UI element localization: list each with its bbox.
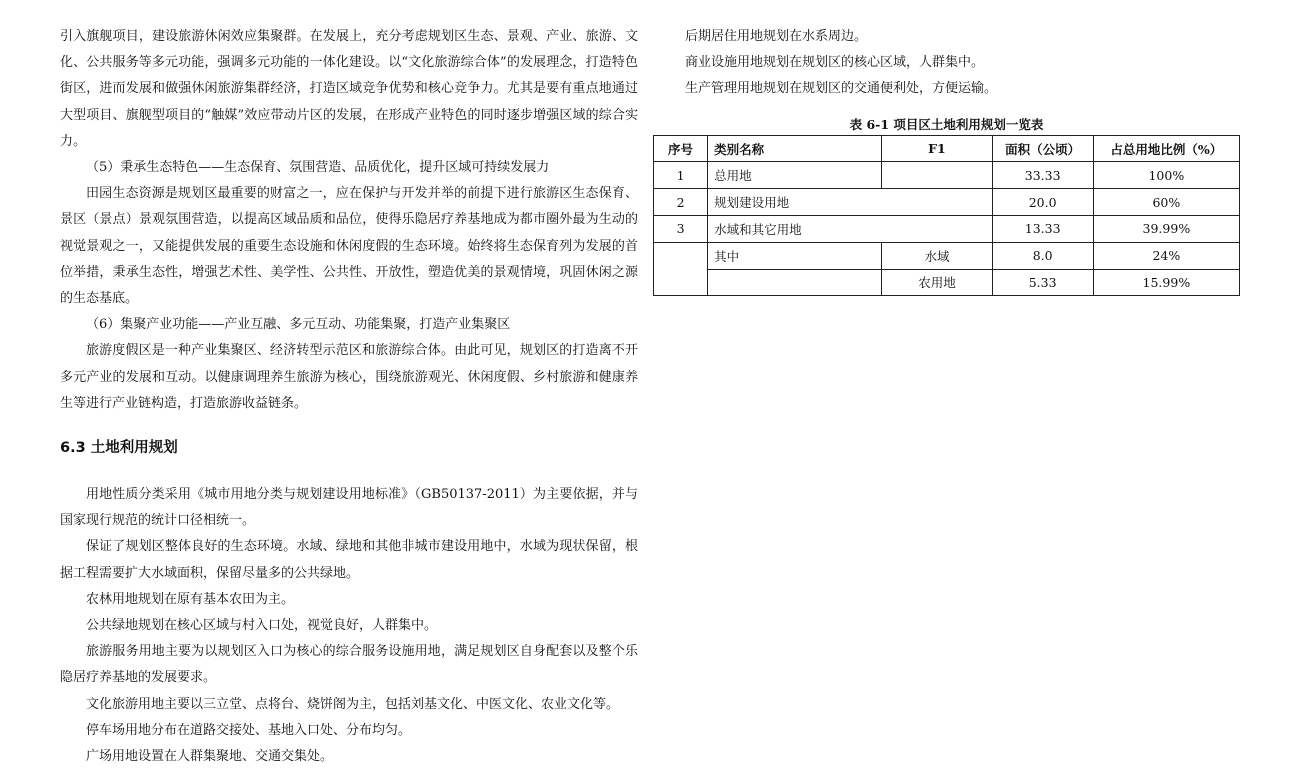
table-row (654, 162, 1240, 189)
table-cell: 其中 (708, 242, 882, 269)
table-row (654, 269, 1240, 296)
paragraph: 后期居住用地规划在水系周边。 (685, 29, 868, 44)
paragraph: 广场用地设置在人群集聚地、交通交集处。 (86, 749, 334, 765)
paragraph: 生产管理用地规划在规划区的交通便利处，方便运输。 (685, 81, 998, 97)
table-cell: 1 (654, 162, 708, 189)
table-cell: 5.33 (992, 269, 1093, 296)
table-row (654, 216, 1240, 243)
paragraph: 引入旗舰项目，建设旅游休闲效应集聚群。在发展上，充分考虑规划区生态、景观、产业、旅游、文化、公共服务等多元功能，强调多元功能的一体化建设。以“文化旅游综合体”的发展理念，打造特色街区，进而发展和做强休闲旅游集群经济，打造区域竞争优势和核心竞争力。尤其是要有重点地通过大型项目、旗舰型项目的“触媒”效应带动片区的发展，在形成产业特色的同时逐步增强区域的综合实力。 (60, 29, 638, 149)
table-cell: 农用地 (882, 269, 992, 296)
table-cell: 20.0 (992, 189, 1093, 216)
table-cell: 8.0 (992, 242, 1093, 269)
table-cell: 3 (654, 216, 708, 243)
table-cell: 15.99% (1093, 269, 1239, 296)
paragraph: 停车场用地分布在道路交接处、基地入口处、分布均匀。 (86, 722, 412, 738)
paragraph: 用地性质分类采用《城市用地分类与规划建设用地标准》（GB50137-2011）为主要依据，并与国家现行规范的统计口径相统一。 (60, 487, 638, 529)
table-cell: 39.99% (1093, 216, 1239, 243)
subheading-6: （6）集聚产业功能——产业互融、多元互动、功能集聚，打造产业集聚区 (86, 317, 511, 333)
table-cell (708, 269, 882, 296)
paragraph: 旅游服务用地主要为以规划区入口为核心的综合服务设施用地，满足规划区自身配套以及整个乐隐居疗养基地的发展要求。 (60, 644, 638, 686)
table-cell: 2 (654, 189, 708, 216)
table-row (654, 189, 1240, 216)
table-cell: 33.33 (992, 162, 1093, 189)
header-cell: 类别名称 (708, 135, 882, 162)
paragraph: 商业设施用地规划在规划区的核心区域，人群集中。 (685, 55, 985, 71)
paragraph: 保证了规划区整体良好的生态环境。水域、绿地和其他非城市建设用地中，水域为现状保留，根据工程需要扩大水域面积，保留尽量多的公共绿地。 (60, 539, 638, 581)
header-cell: 序号 (654, 135, 708, 162)
header-cell: F1 (882, 135, 992, 162)
paragraph: 文化旅游用地主要以三立堂、点将台、烧饼阁为主，包括刘基文化、中医文化、农业文化等。 (86, 696, 620, 712)
left-column (60, 24, 638, 770)
table-row (654, 242, 1240, 269)
paragraph: 公共绿地规划在核心区域与村入口处，视觉良好，人群集中。 (86, 618, 438, 634)
table-cell: 100% (1093, 162, 1239, 189)
table-cell: 水域 (882, 242, 992, 269)
table-cell: 水域和其它用地 (708, 216, 992, 243)
paragraph: 田园生态资源是规划区最重要的财富之一，应在保护与开发并举的前提下进行旅游区生态保育、景区（景点）景观氛围营造，以提高区域品质和品位，使得乐隐居疗养基地成为都市圈外最为生动的视觉景观之一，又能提供发展的重要生态设施和休闲度假的生态环境。始终将生态保育列为发展的首位举措，秉承生态性，增强艺术性、美学性、公共性、开放性，塑造优美的景观情境，巩固休闲之源的生态基底。 (60, 186, 638, 307)
table-cell (882, 162, 992, 189)
land-use-table (653, 135, 1240, 297)
table-cell: 13.33 (992, 216, 1093, 243)
paragraph: 旅游度假区是一种产业集聚区、经济转型示范区和旅游综合体。由此可见，规划区的打造离不开多元产业的发展和互动。以健康调理养生旅游为核心，围绕旅游观光、休闲度假、乡村旅游和健康养生等进行产业链构造，打造旅游收益链条。 (60, 343, 638, 411)
subheading-5: （5）秉承生态特色——生态保育、氛围营造、品质优化，提升区域可持续发展力 (86, 160, 550, 176)
paragraph: 农林用地规划在原有基本农田为主。 (86, 591, 295, 607)
table-cell: 总用地 (708, 162, 882, 189)
header-cell: 面积（公顷） (992, 135, 1093, 162)
table-header-row (654, 135, 1240, 162)
table-cell: 规划建设用地 (708, 189, 992, 216)
table-cell: 24% (1093, 242, 1239, 269)
table-caption: 表 6-1 项目区土地利用规划一览表 (849, 116, 1044, 132)
right-column (653, 24, 1240, 296)
section-heading: 6.3 土地利用规划 (60, 440, 178, 457)
table-cell (654, 242, 708, 296)
table-cell: 60% (1093, 189, 1239, 216)
header-cell: 占总用地比例（%） (1093, 135, 1239, 162)
